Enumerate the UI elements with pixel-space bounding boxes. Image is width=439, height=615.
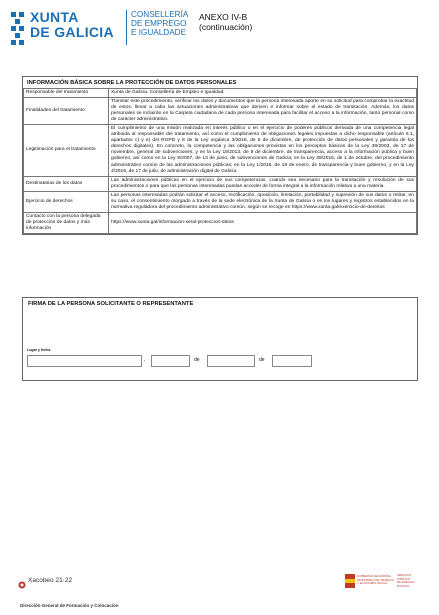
annex-title: ANEXO IV-B [199, 12, 248, 22]
direction-name: Dirección General de Formación y Colocación [20, 603, 119, 608]
section-title: INFORMACIÓN BÁSICA SOBRE LA PROTECCIÓN DE DATOS PERSONALES [27, 80, 237, 86]
de-separator-2: de [259, 357, 265, 363]
row-label: Finalidades del tratamiento [24, 98, 109, 125]
data-protection-section [22, 76, 418, 235]
row-value: Las administraciones públicas en el ejercicio de sus competencias, cuando sea necesario para la tramitación y resolución de sus procedimientos o para que las personas interesadas puedan acceder de forma integral a la información relativa a una materia. [109, 176, 417, 191]
ministry-text: GOBIERNO DE ESPAÑA MINISTERIO DE TRABAJO Y ECONOMÍA SOCIAL [357, 574, 395, 586]
xacobeo-logo: Xacobeo 21·22 [28, 577, 73, 584]
logo-title: XUNTA [30, 9, 79, 25]
spain-shield-icon [345, 574, 355, 588]
annex-subtitle: (continuación) [199, 22, 253, 32]
data-protection-table [23, 88, 417, 234]
month-input[interactable] [207, 355, 255, 367]
consellaria-name: CONSELLERÍA DE EMPREGO E IGUALDADE [131, 10, 189, 37]
row-value: Las personas interesadas podrán solicitar el acceso, rectificación, oposición, limitación, portabilidad y supresión de sus datos o retirar, en su caso, el consentimiento otorgado a través de la sede electrónica de la Xunta de Galicia o en los lugares y registros establecidos en la normativa reguladora del procedimiento administrativo común, según se recoge en https://www.xunta.gal/exercicio-de-dereitos [109, 191, 417, 212]
fse-logos [345, 574, 423, 592]
table-row [24, 125, 417, 176]
row-value: https://www.xunta.gal/informacion-xeral-proteccion-datos [109, 212, 417, 233]
row-value: El cumplimiento de una misión realizada en interés público o en el ejercicio de poderes públicos derivada de una competencia legal atribuida al responsable del tratamiento, así como el cumplimiento de obligaciones legales impuestas a dicho responsable (artículo 6.1, apartados c) y e) del RGPD y 8 de la Ley orgánica 3/2018, de 5 de diciembre, de protección de datos personales y garantía de los derechos digitales). En concreto, la competencia y las obligaciones previstas en los preceptos básicos de la Ley 38/2003, de 17 de noviembre, general de subvenciones, y en la Ley 19/2013, de 9 de diciembre, de transparencia, acceso a la información pública y buen gobierno, así como en la Ley 9/2007, de 13 de junio, de subvenciones de Galicia; en la Ley 39/2015, de 1 de octubre, del procedimiento administrativo común de las administraciones públicas; en la Ley 1/2016, de 18 de enero, de transparencia y buen gobierno, y en la Ley 4/2019, de 17 de julio, de administración digital de Galicia. [109, 125, 417, 176]
xacobeo-icon [18, 576, 26, 584]
sepe-text: SERVICIO PÚBLICO DE EMPLEO ESTATAL [397, 573, 415, 588]
table-row [24, 191, 417, 212]
row-label: Legitimación para el tratamiento [24, 125, 109, 176]
table-row [24, 89, 417, 98]
xunta-logo-icon [11, 12, 24, 45]
signature-section [22, 297, 418, 381]
year-input[interactable] [272, 355, 312, 367]
place-date-label: Lugar y fecha [27, 348, 51, 352]
row-label: Ejercicio de derechos [24, 191, 109, 212]
row-value: Xunta de Galicia. Consellería de Empleo e Igualdad. [109, 89, 417, 98]
row-value: Tramitar este procedimiento, verificar los datos y documentos que la persona interesada aporte en su solicitud para comprobar la exactitud de estos, llevar a cabo las actuaciones administrativas que deriven e informar sobre el estado de tramitación. Además, los datos personales se incluirán en la Carpeta ciudadana de cada persona interesada para facilitar el acceso a la información, tanto personal como de carácter administrativo. [109, 98, 417, 125]
logo-subtitle: DE GALICIA [30, 24, 114, 40]
row-label: Destinatarias de los datos [24, 176, 109, 191]
table-row [24, 98, 417, 125]
place-input[interactable] [27, 355, 142, 367]
day-input[interactable] [151, 355, 190, 367]
comma-separator: , [144, 357, 146, 363]
signature-title: FIRMA DE LA PERSONA SOLICITANTE O REPRESENTANTE [28, 301, 194, 307]
table-row [24, 176, 417, 191]
de-separator-1: de [194, 357, 200, 363]
row-label: Contacto con la persona delegada de protección de datos y más información [24, 212, 109, 233]
row-label: Responsable del tratamiento [24, 89, 109, 98]
header-divider [126, 10, 127, 45]
table-row [24, 212, 417, 233]
annex-heading [199, 12, 252, 32]
